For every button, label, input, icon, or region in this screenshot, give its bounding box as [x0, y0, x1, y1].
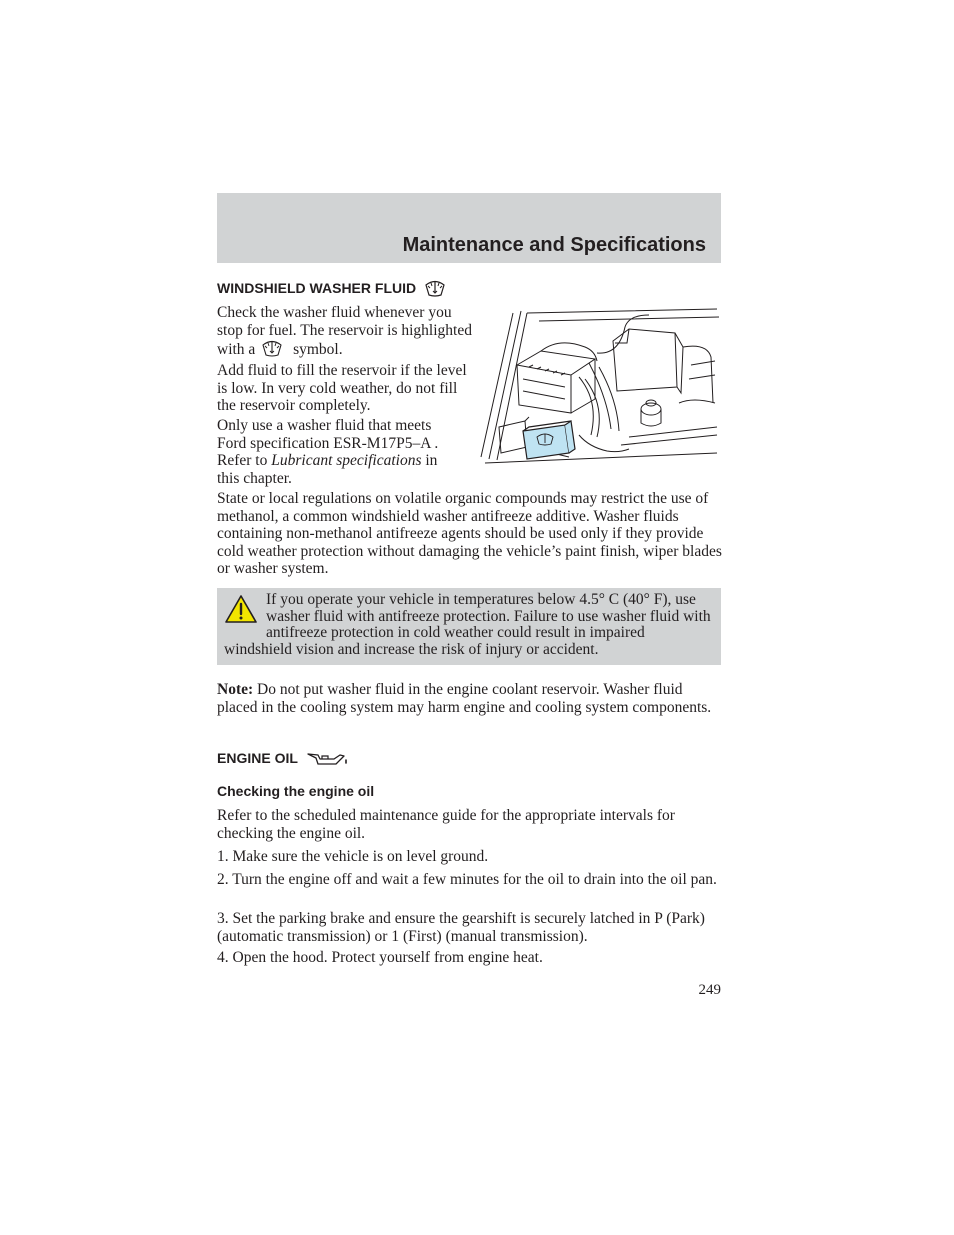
checking-oil-subheading: Checking the engine oil — [217, 783, 375, 799]
page-title: Maintenance and Specifications — [402, 234, 706, 256]
header-band — [217, 193, 721, 263]
washer-paragraph-3-suffix: in this chapter. — [217, 452, 438, 487]
warning-text-block — [224, 592, 714, 658]
oil-step-1: 1. Make sure the vehicle is on level ground. — [217, 848, 489, 865]
note-text: Do not put washer fluid in the engine coolant reservoir. Washer fluid placed in the cooling system may harm engine and cooling system components. — [217, 681, 712, 716]
warning-box — [217, 588, 721, 665]
engine-oil-heading — [217, 750, 348, 769]
washer-paragraph-1 — [217, 304, 473, 362]
engine-oil-heading-text: ENGINE OIL — [217, 750, 298, 767]
washer-paragraph-3-text: Only use a washer fluid that meets Ford specification ESR-M17P5–A . Refer to — [217, 417, 439, 469]
oil-intro-paragraph: Refer to the scheduled maintenance guide for the appropriate intervals for checking the engine oil. — [217, 807, 675, 842]
warning-triangle-icon — [224, 594, 258, 626]
oil-step-2: 2. Turn the engine off and wait a few minutes for the oil to drain into the oil pan. — [217, 871, 717, 888]
washer-paragraph-3 — [217, 417, 463, 487]
washer-paragraph-4: State or local regulations on volatile organic compounds may restrict the use of methanol, a common windshield washer antifreeze additive. Washer fluids containing non-methanol antifreeze agents should be used only if they provide cold weather protection without damaging the vehicle’s paint finish, wiper blades or washer system. — [217, 490, 722, 577]
oil-step-4: 4. Open the hood. Protect yourself from engine heat. — [217, 949, 543, 966]
washer-fluid-icon — [424, 279, 446, 300]
washer-paragraph-2: Add fluid to fill the reservoir if the level is low. In very cold weather, do not fill the reservoir completely. — [217, 362, 467, 414]
washer-paragraph-1-text: Check the washer fluid whenever you stop for fuel. The reservoir is highlighted with a — [217, 304, 472, 358]
washer-fluid-heading — [217, 279, 446, 300]
washer-fluid-symbol-icon — [261, 339, 283, 362]
engine-compartment-illustration — [479, 307, 721, 464]
note-paragraph — [217, 681, 717, 716]
lubricant-specifications-reference: Lubricant specifications — [271, 452, 422, 469]
warning-text: If you operate your vehicle in temperatures below 4.5° C (40° F), use washer fluid with antifreeze protection. Failure to use washer fluid with antifreeze protection in cold weather could result in impaired windshield vision and increase the risk of injury or accident. — [224, 591, 711, 658]
oil-step-3: 3. Set the parking brake and ensure the gearshift is securely latched in P (Park) (automatic transmission) or 1 (First) (manual transmission). — [217, 910, 705, 945]
washer-fluid-heading-text: WINDSHIELD WASHER FLUID — [217, 280, 417, 297]
note-label: Note: — [217, 681, 254, 698]
washer-paragraph-1-suffix: symbol. — [293, 341, 343, 358]
oil-can-icon — [306, 750, 348, 769]
page-number: 249 — [698, 982, 721, 998]
